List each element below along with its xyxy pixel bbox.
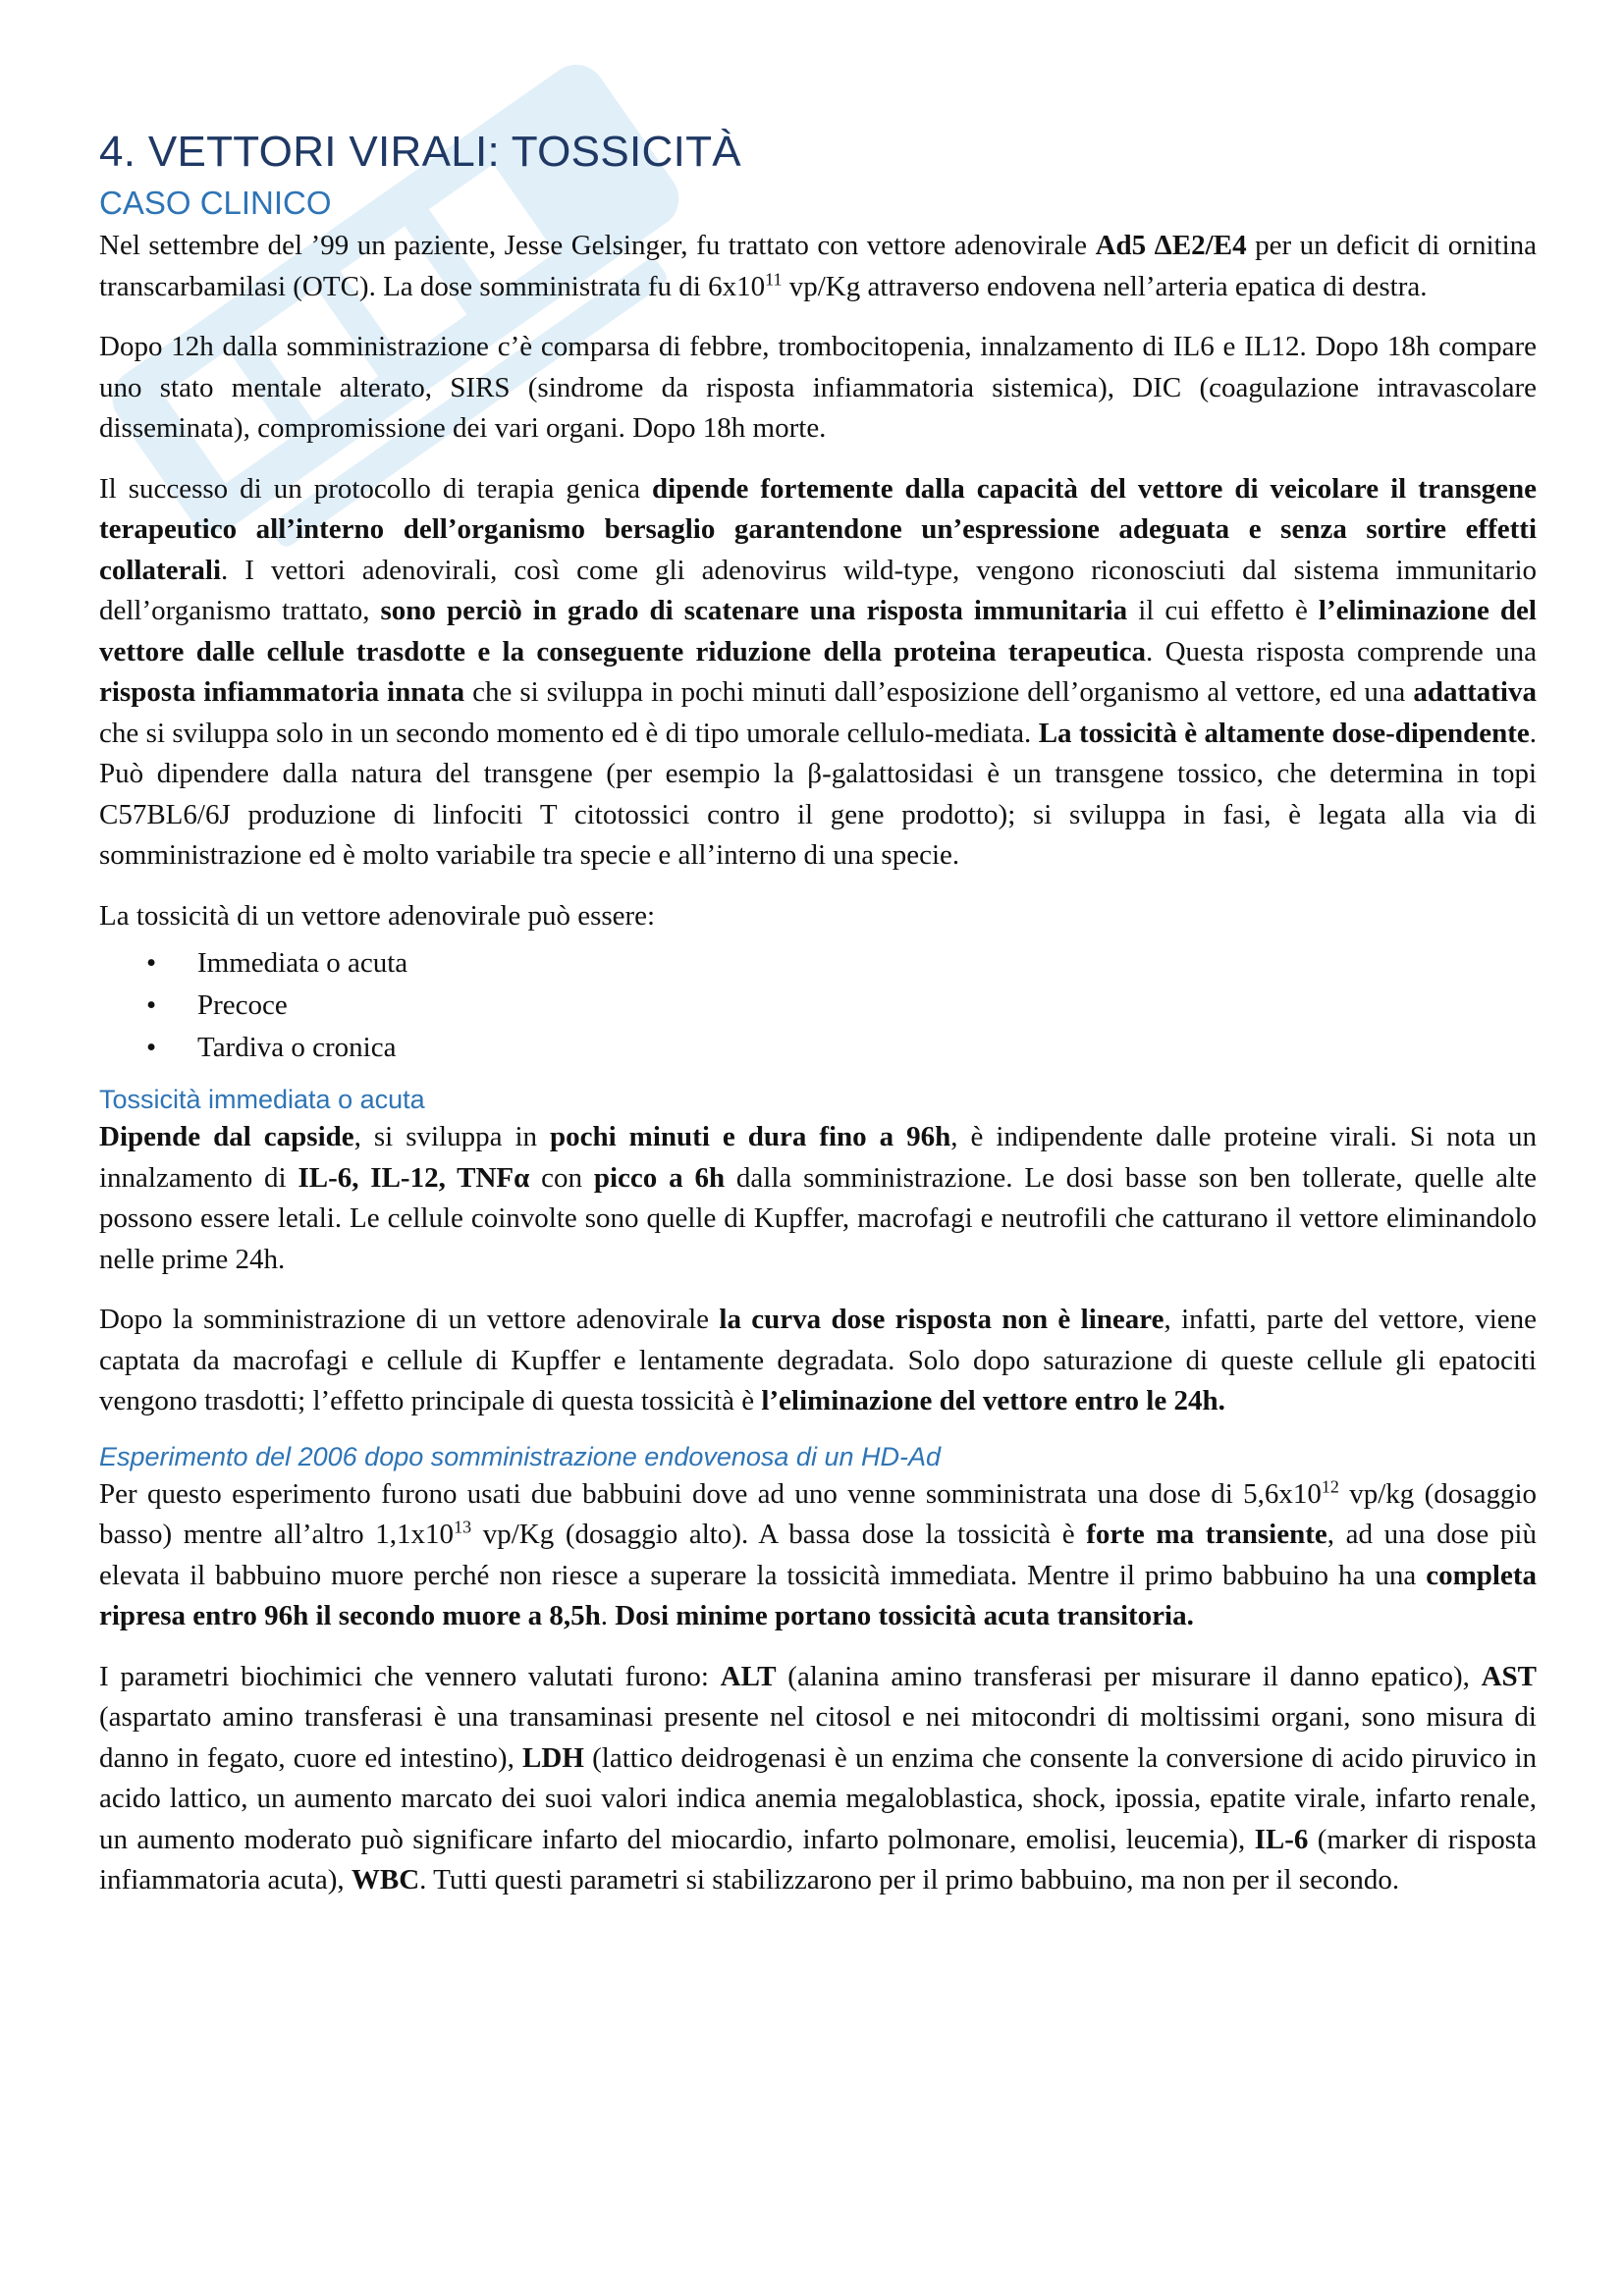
paragraph-parametri-biochimici: I parametri biochimici che vennero valutati furono: ALT (alanina amino transferasi per misurare il danno epatico), AST (aspartato amino transferasi è una transaminasi presente nel citosol e nei mitocondri di moltissimi organi, sono misura di danno in fegato, cuore ed intestino), LDH (lattico deidrogenasi è un enzima che consente la conversione di acido piruvico in acido lattico, un aumento marcato dei suoi valori indica anemia megaloblastica, shock, ipossia, epatite virale, infarto renale, un aumento moderato può significare infarto del miocardio, infarto polmonare, emolisi, leucemia), IL-6 (marker di risposta infiammatoria acuta), WBC. Tutti questi parametri si stabilizzarono per il primo babbuino, ma non per il secondo. — [99, 1660, 1538, 1896]
list-item: • Immediata o acuta — [146, 942, 1537, 985]
paragraph-tipi-tossicita: La tossicità di un vettore adenovirale può essere: — [99, 899, 656, 932]
toxicity-list — [99, 942, 1537, 1069]
bullet-icon: • — [146, 1032, 157, 1063]
page-title: 4. VETTORI VIRALI: TOSSICITÀ — [99, 128, 741, 176]
bullet-icon: • — [146, 947, 157, 979]
bullet-icon: • — [146, 989, 157, 1021]
document-page — [99, 128, 1537, 1921]
paragraph-successo-terapia: Il successo di un protocollo di terapia genica dipende fortemente dalla capacità del vettore di veicolare il transgene terapeutico all’interno dell’organismo bersaglio garantendone un’espressione adeguata e senza sortire effetti collaterali. I vettori adenovirali, così come gli adenovirus wild-type, vengono riconosciuti dal sistema immunitario dell’organismo trattato, sono perciò in grado di scatenare una risposta immunitaria il cui effetto è l’eliminazione del vettore dalle cellule trasdotte e la conseguente riduzione della proteina terapeutica. Questa risposta comprende una risposta infiammatoria innata che si sviluppa in pochi minuti dall’esposizione dell’organismo al vettore, ed una adattativa che si sviluppa solo in un secondo momento ed è di tipo umorale cellulo-mediata. La tossicità è altamente dose-dipendente. Può dipendere dalla natura del transgene (per esempio la β-galattosidasi è un transgene tossico, che determina in topi C57BL6/6J produzione di linfociti T citotossici contro il gene prodotto); si sviluppa in fasi, è legata alla via di somministrazione ed è molto variabile tra specie e all’interno di una specie. — [99, 472, 1537, 871]
paragraph-curva-dose: Dopo la somministrazione di un vettore adenovirale la curva dose risposta non è lineare, infatti, parte del vettore, viene captata da macrofagi e cellule di Kupffer e lentamente degradata. Solo dopo saturazione di queste cellule gli epatociti vengono trasdotti; l’effetto principale di questa tossicità è l’eliminazione del vettore entro le 24h. — [99, 1304, 1537, 1416]
paragraph-tossicita-acuta: Dipende dal capside, si sviluppa in pochi minuti e dura fino a 96h, è indipendente dalle proteine virali. Si nota un innalzamento di IL-6, IL-12, TNFα con picco a 6h dalla somministrazione. Le dosi basse son ben tollerate, quelle alte possono essere letali. Le cellule coinvolte sono quelle di Kupffer, macrofagi e neutrofili che catturano il vettore eliminandolo nelle prime 24h. — [99, 1121, 1538, 1275]
paragraph-caso-clinico: Nel settembre del ’99 un paziente, Jesse Gelsinger, fu trattato con vettore adenovirale Ad5 ΔE2/E4 per un deficit di ornitina transcarbamilasi (OTC). La dose somministrata fu di $6x10^{11}$ vp/Kg attraverso endovena nell’arteria epatica di destra. — [99, 230, 1537, 302]
list-item: • Tardiva o cronica — [146, 1027, 1537, 1069]
paragraph-esperimento: Per questo esperimento furono usati due babbuini dove ad uno venne somministrata una dose di $5,6x10^{12}$ vp/kg (dosaggio basso) mentre all’altro $1,1x10^{13}$ vp/Kg (dosaggio alto). A bassa dose la tossicità è forte ma transiente, ad una dose più elevata il babbuino muore perché non riesce a superare la tossicità immediata. Mentre il primo babbuino ha una completa ripresa entro 96h il secondo muore a 8,5h. Dosi minime portano tossicità acuta transitoria. — [99, 1475, 1537, 1631]
section-heading-tossicita-acuta: Tossicità immediata o acuta — [99, 1085, 425, 1114]
section-heading-caso-clinico: CASO CLINICO — [99, 185, 332, 221]
list-item: • Precoce — [146, 985, 1537, 1027]
paragraph-decorso: Dopo 12h dalla somministrazione c’è comparsa di febbre, trombocitopenia, innalzamento di IL6 e IL12. Dopo 18h compare uno stato mentale alterato, SIRS (sindrome da risposta infiammatoria sistemica), DIC (coagulazione intravascolare disseminata), compromissione dei vari organi. Dopo 18h morte. — [99, 331, 1537, 444]
section-heading-esperimento: Esperimento del 2006 dopo somministrazione endovenosa di un HD-Ad — [99, 1441, 941, 1471]
